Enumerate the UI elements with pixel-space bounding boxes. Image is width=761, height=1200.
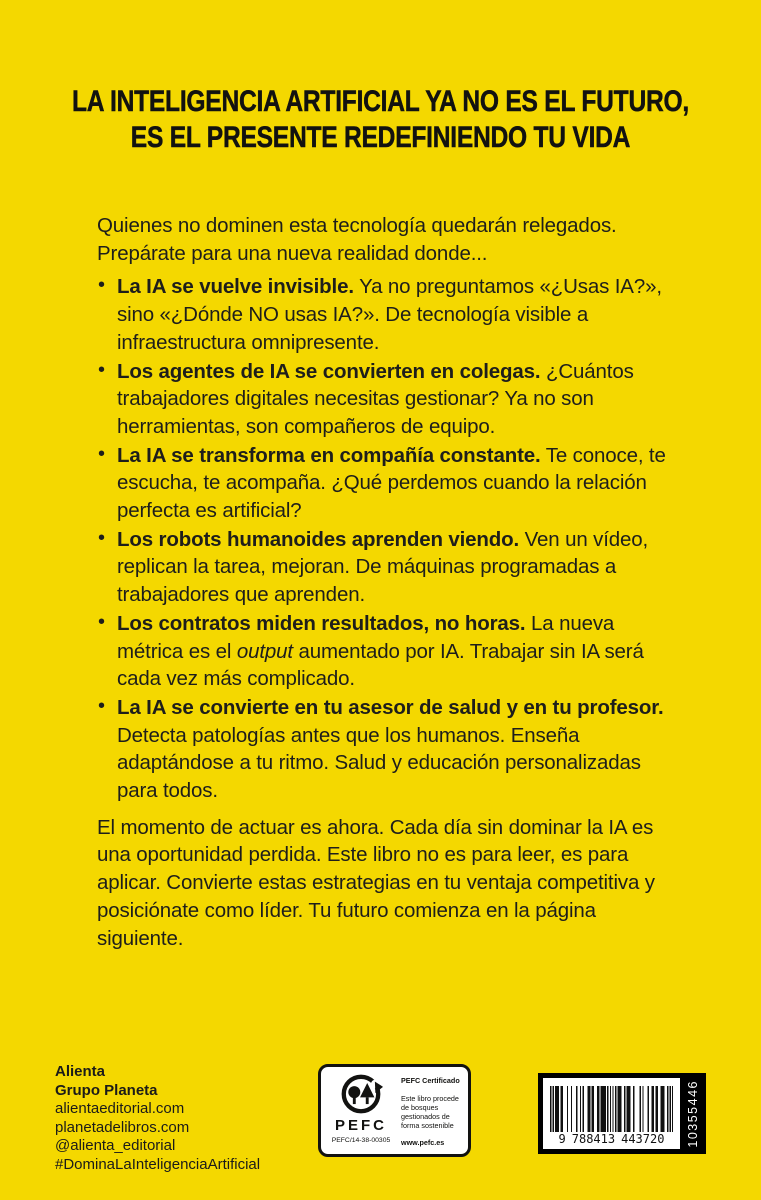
intro-paragraph: Quienes no dominen esta tecnología quedarán relegados. Prepárate para una nueva realidad donde... [97, 214, 617, 265]
pefc-logo-text: PEFC [334, 1117, 387, 1134]
bullet-lead: La IA se vuelve invisible. [117, 275, 354, 299]
bullet-lead: Los robots humanoides aprenden viendo. [117, 527, 520, 551]
bullet-item-contratos [97, 610, 683, 693]
publisher-info [55, 1063, 260, 1175]
publisher-website-alienta: alientaeditorial.com [55, 1100, 185, 1118]
barcode [538, 1073, 706, 1154]
pefc-logo-icon [337, 1072, 385, 1117]
isbn-group-2: 443720 [621, 1132, 665, 1146]
pefc-certificate-number: PEFC/14-38-00305 [331, 1137, 391, 1144]
bullet-rest: Detecta patologías antes que los humanos. Enseña adaptándose a tu ritmo. Salud y educación personalizadas para todos. [117, 723, 641, 803]
bullet-lead: La IA se convierte en tu asesor de salud y en tu profesor. [117, 695, 664, 719]
bullet-rest: Ven un vídeo, replican la tarea, mejoran. De máquinas programadas a trabajadores que aprenden. [117, 527, 649, 607]
publisher-website-planeta: planetadelibros.com [55, 1118, 190, 1136]
pefc-website: www.pefc.es [401, 1138, 445, 1147]
bullet-lead: Los contratos miden resultados, no horas. [117, 611, 526, 635]
publisher-name: Alienta [55, 1063, 106, 1080]
publisher-hashtag: #DominaLaInteligenciaArtificial [55, 1155, 261, 1173]
pefc-description: Este libro procede de bosques gestionados de forma sostenible [401, 1093, 459, 1130]
bullet-italic: output [236, 639, 293, 663]
barcode-bars [550, 1086, 674, 1132]
isbn-number [559, 1133, 665, 1146]
closing-paragraph: El momento de actuar es ahora. Cada día sin dominar la IA es una oportunidad perdida. Este libro no es para leer, es para aplicar. Convierte estas estrategias en tu ventaja competitiva y posiciónate como líder. Tu futuro comienza en la página siguiente. [97, 815, 655, 950]
barcode-side-number [680, 1078, 706, 1149]
bullet-item-invisible [97, 273, 683, 356]
bullet-item-compania [97, 442, 683, 525]
barcode-panel [543, 1078, 680, 1149]
bullet-lead: Los agentes de IA se convierten en colegas. [117, 359, 541, 383]
headline-line-1: LA INTELIGENCIA ARTIFICIAL YA NO ES EL FUTURO, [72, 85, 689, 118]
bullet-rest-2: aumentado por IA. Trabajar sin IA será cada vez más complicado. [117, 639, 644, 691]
bullet-rest: ¿Cuántos trabajadores digitales necesitas gestionar? Ya no son herramientas, son compañeros de equipo. [117, 359, 634, 438]
bullet-item-robots [97, 526, 683, 609]
bullet-list [97, 273, 683, 804]
pefc-certification-label [318, 1064, 471, 1157]
bullet-rest: La nueva métrica es el [117, 611, 615, 663]
bullet-rest: Te conoce, te escucha, te acompaña. ¿Qué perdemos cuando la relación perfecta es artificial? [117, 443, 666, 523]
bullet-rest: Ya no preguntamos «¿Usas IA?», sino «¿Dónde NO usas IA?». De tecnología visible a infraestructura omnipresente. [117, 275, 662, 354]
pefc-left-column [327, 1072, 395, 1150]
publisher-group: Grupo Planeta [55, 1081, 158, 1099]
internal-reference-number: 10355446 [686, 1079, 700, 1148]
publisher-social-handle: @alienta_editorial [55, 1137, 176, 1155]
headline-line-2: ES EL PRESENTE REDEFINIENDO TU VIDA [130, 121, 631, 154]
pefc-right-column [395, 1072, 461, 1150]
isbn-digit-1: 9 [558, 1132, 566, 1146]
isbn-group-1: 788413 [571, 1132, 616, 1146]
headline [0, 0, 761, 156]
pefc-certified-label: PEFC Certificado [401, 1076, 460, 1085]
bullet-item-agentes [97, 358, 683, 441]
bullet-lead: La IA se transforma en compañía constante. [117, 443, 541, 467]
body-copy [0, 212, 761, 952]
bullet-item-asesor [97, 694, 683, 805]
